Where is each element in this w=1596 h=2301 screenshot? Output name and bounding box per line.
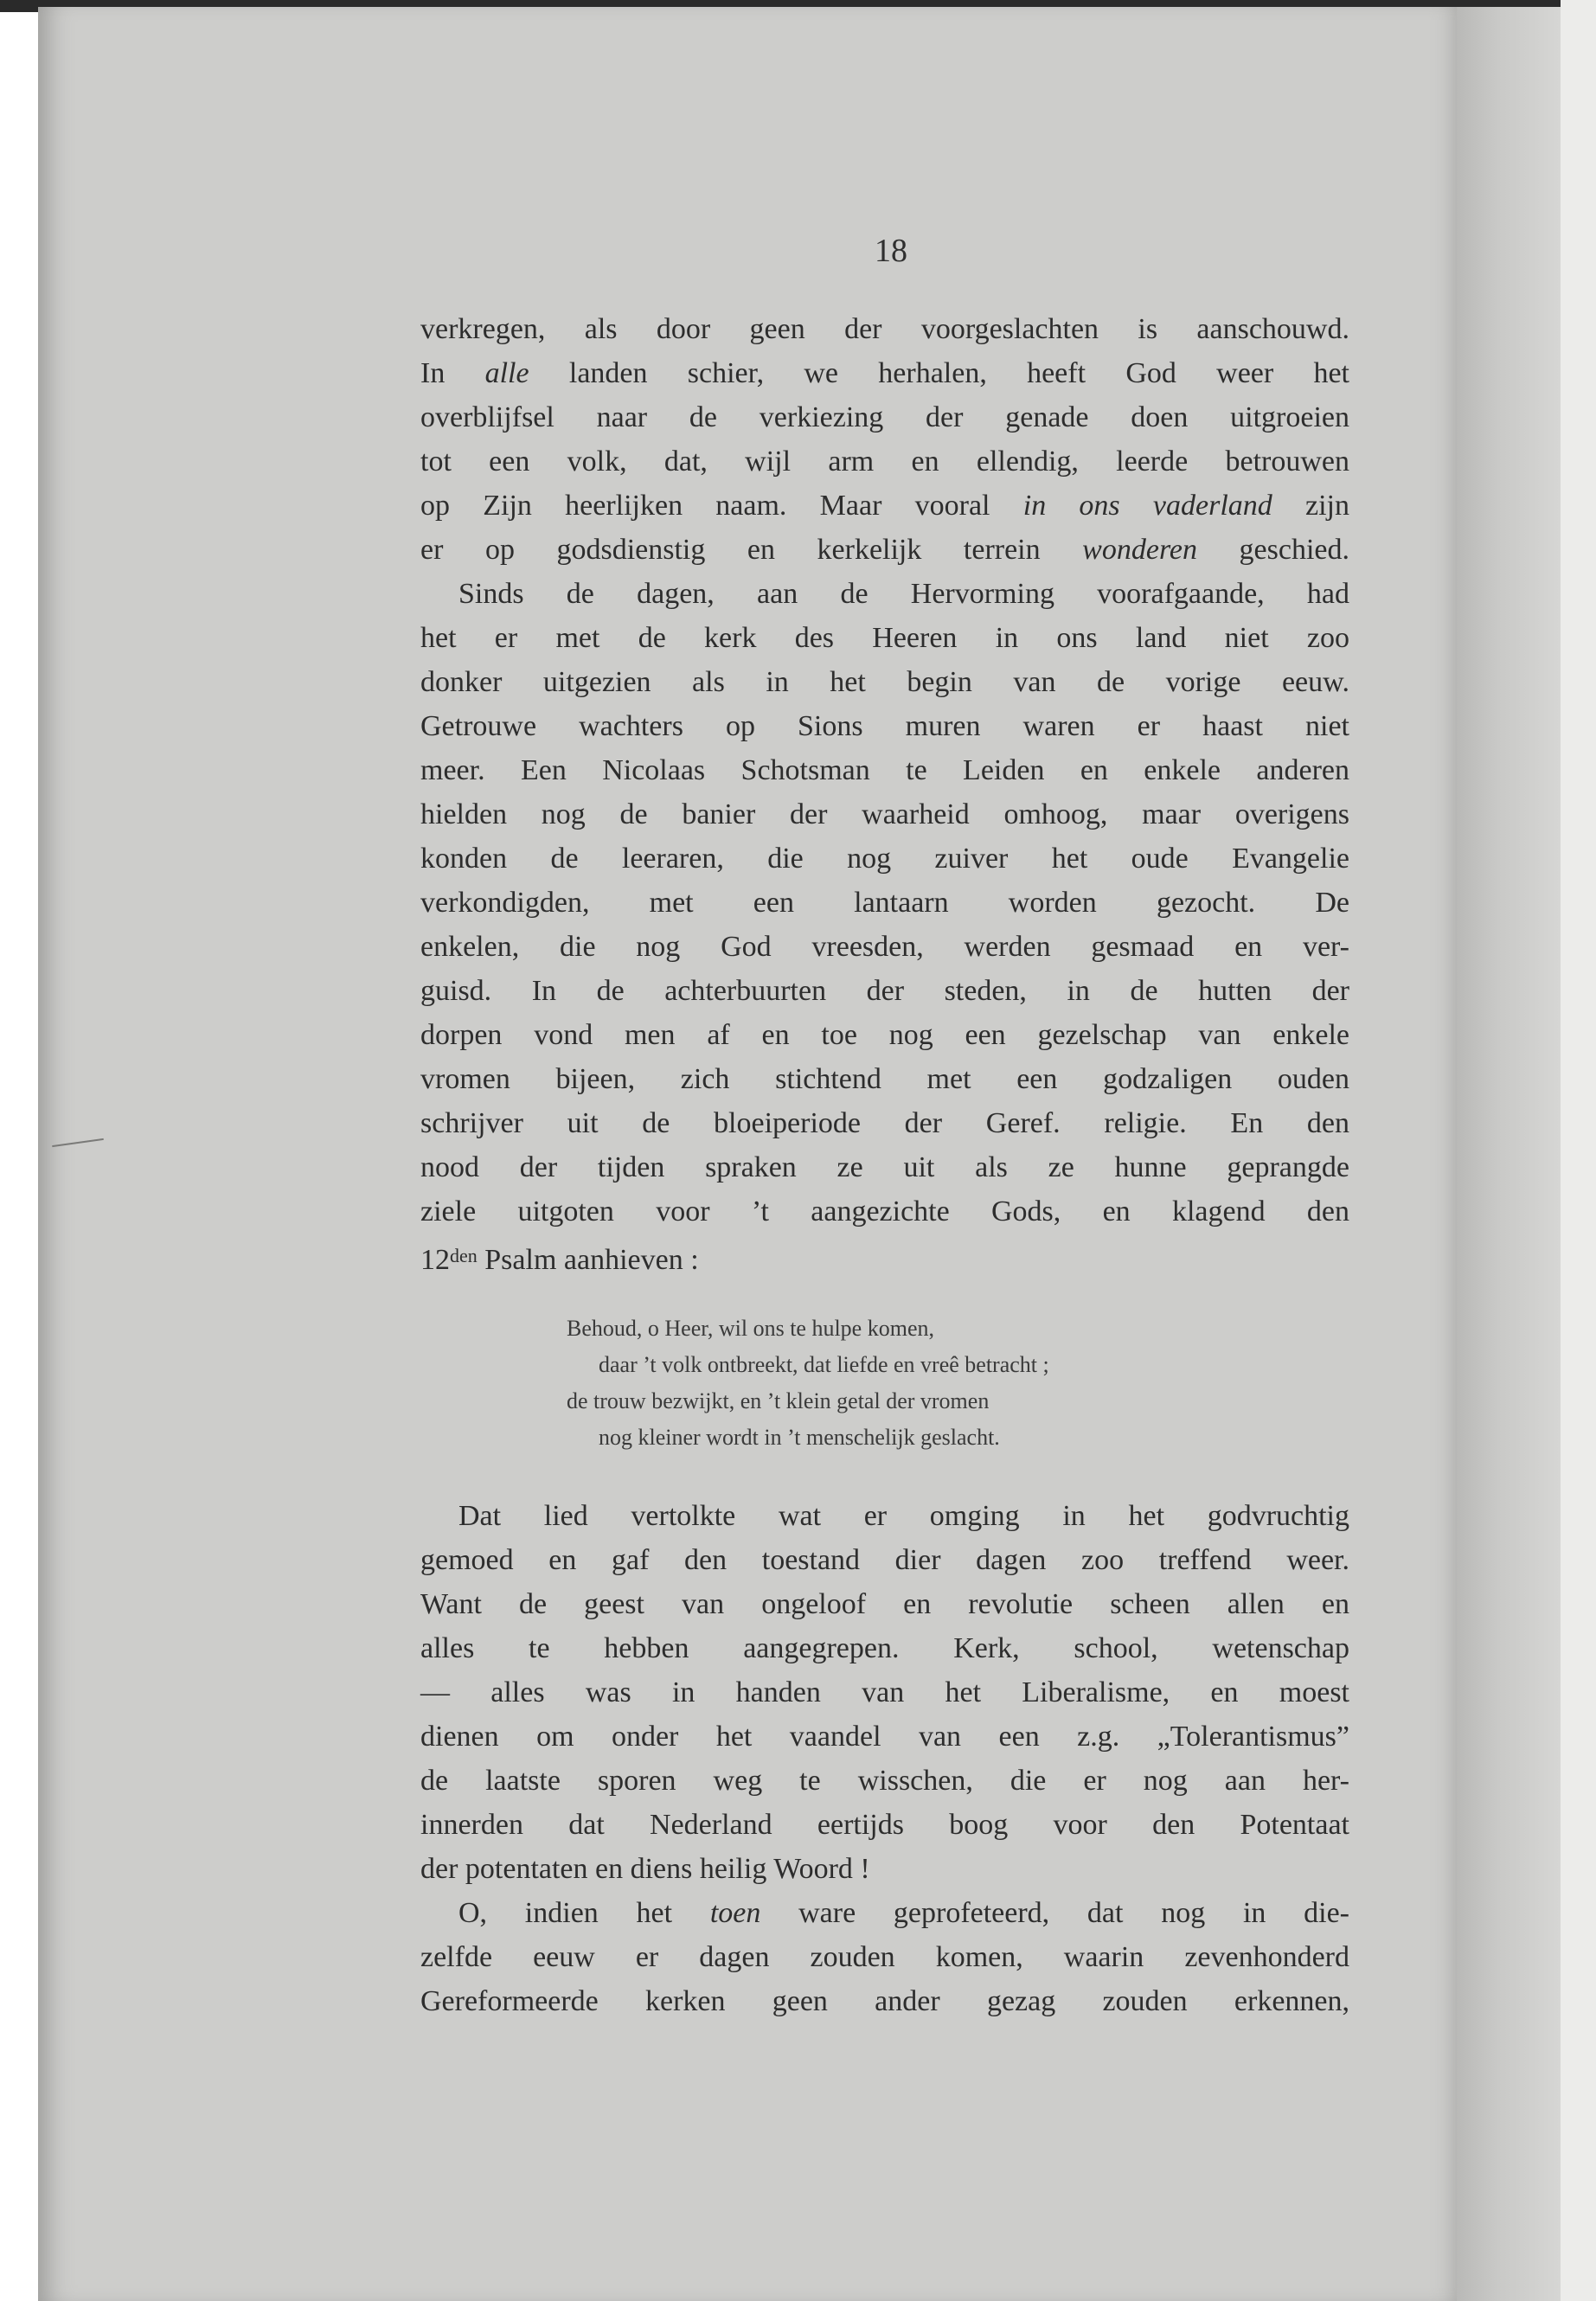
text-line: verkondigden, met een lantaarn worden gezocht. De bbox=[420, 887, 1349, 919]
text-line: schrijver uit de bloeiperiode der Geref. religie. En den bbox=[420, 1107, 1349, 1139]
text-line: alles te hebben aangegrepen. Kerk, school, wetenschap bbox=[420, 1632, 1349, 1664]
verse-line: daar ’t volk ontbreekt, dat liefde en vreê betracht ; bbox=[599, 1352, 1049, 1377]
text-line: verkregen, als door geen der voorgeslachten is aanschouwd. bbox=[420, 313, 1349, 345]
text-line: In alle landen schier, we herhalen, heeft God weer het bbox=[420, 357, 1350, 389]
text-line: vromen bijeen, zich stichtend met een godzaligen ouden bbox=[420, 1063, 1349, 1095]
verse-line: nog kleiner wordt in ’t menschelijk geslacht. bbox=[599, 1425, 1000, 1450]
text-line: hielden nog de banier der waarheid omhoog, maar overigens bbox=[420, 798, 1349, 830]
text-line: gemoed en gaf den toestand dier dagen zoo treffend weer. bbox=[420, 1544, 1349, 1576]
text-line: Getrouwe wachters op Sions muren waren er haast niet bbox=[420, 710, 1349, 742]
text-line: overblijfsel naar de verkiezing der genade doen uitgroeien bbox=[420, 401, 1349, 433]
text-line: enkelen, die nog God vreesden, werden gesmaad en ver- bbox=[420, 931, 1349, 963]
text-line: Dat lied vertolkte wat er omging in het godvruchtig bbox=[458, 1500, 1349, 1532]
main-text-block bbox=[420, 307, 1349, 1278]
text-line: op Zijn heerlijken naam. Maar vooral in ons vaderland zijn bbox=[420, 490, 1349, 522]
text-line: O, indien het toen ware geprofeteerd, dat nog in die- bbox=[458, 1897, 1349, 1929]
text-line: zelfde eeuw er dagen zouden komen, waarin zevenhonderd bbox=[420, 1941, 1349, 1973]
text-line: der potentaten en diens heilig Woord ! bbox=[420, 1853, 870, 1885]
text-line: dienen om onder het vaandel van een z.g. „Tolerantismus” bbox=[420, 1721, 1349, 1753]
text-line: er op godsdienstig en kerkelijk terrein wonderen geschied. bbox=[420, 534, 1349, 566]
main-text-block-lower bbox=[420, 1494, 1349, 2023]
verse-line: Behoud, o Heer, wil ons te hulpe komen, bbox=[567, 1316, 934, 1341]
text-line: donker uitgezien als in het begin van de vorige eeuw. bbox=[420, 666, 1349, 698]
scan-background-right bbox=[1561, 0, 1596, 2301]
text-line: het er met de kerk des Heeren in ons land niet zoo bbox=[420, 622, 1349, 654]
text-line: de laatste sporen weg te wisschen, die er nog aan her- bbox=[420, 1765, 1349, 1797]
text-line: Gereformeerde kerken geen ander gezag zouden erkennen, bbox=[420, 1985, 1349, 2017]
text-line: innerden dat Nederland eertijds boog voor den Potentaat bbox=[420, 1809, 1349, 1841]
page-number: 18 bbox=[875, 233, 907, 269]
text-line: Want de geest van ongeloof en revolutie scheen allen en bbox=[420, 1588, 1349, 1620]
text-line: nood der tijden spraken ze uit als ze hunne geprangde bbox=[420, 1151, 1349, 1183]
text-line: konden de leeraren, die nog zuiver het oude Evangelie bbox=[420, 843, 1349, 875]
text-line: tot een volk, dat, wijl arm en ellendig, leerde betrouwen bbox=[420, 445, 1349, 478]
verse-line: de trouw bezwijkt, en ’t klein getal der vromen bbox=[567, 1388, 990, 1413]
text-line: $12^{den}$ Psalm aanhieven : bbox=[420, 1244, 699, 1276]
text-line: meer. Een Nicolaas Schotsman te Leiden en enkele anderen bbox=[420, 754, 1349, 786]
text-line: guisd. In de achterbuurten der steden, in de hutten der bbox=[420, 975, 1349, 1007]
page-edge-shadow bbox=[1457, 7, 1561, 2301]
text-line: dorpen vond men af en toe nog een gezelschap van enkele bbox=[420, 1019, 1349, 1051]
text-line: Sinds de dagen, aan de Hervorming voorafgaande, had bbox=[458, 578, 1349, 610]
text-line: ziele uitgoten voor ’t aangezichte Gods, en klagend den bbox=[420, 1195, 1349, 1227]
psalm-verse bbox=[567, 1311, 1259, 1456]
text-line: — alles was in handen van het Liberalisme, en moest bbox=[420, 1676, 1349, 1708]
